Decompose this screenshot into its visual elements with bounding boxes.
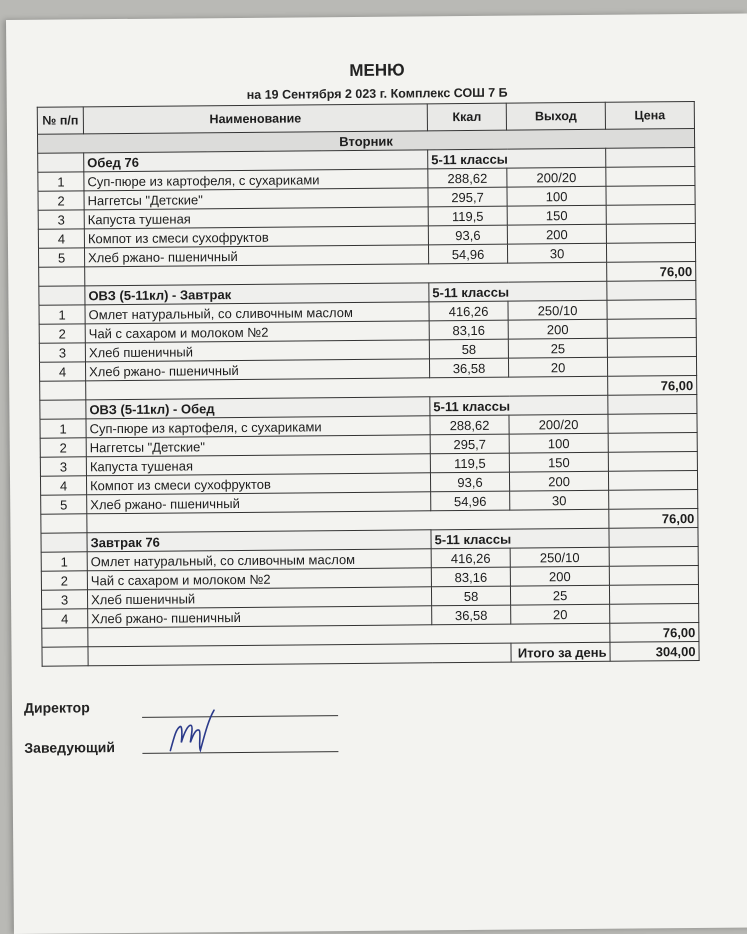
row-number: 2 [39, 324, 85, 343]
menu-body [37, 128, 699, 666]
day-total-value: 304,00 [610, 641, 699, 661]
section-price: 76,00 [608, 375, 697, 395]
dish-name: Капуста тушеная [84, 207, 428, 229]
section-name: Завтрак 76 [87, 530, 431, 552]
section-name: ОВЗ (5-11кл) - Обед [86, 397, 430, 419]
dish-price [606, 185, 695, 205]
row-number: 3 [38, 210, 84, 229]
section-name: Обед 76 [84, 150, 428, 172]
dish-kcal: 58 [429, 339, 508, 359]
dish-price [608, 470, 697, 490]
dish-price [606, 242, 695, 262]
dish-name: Суп-пюре из картофеля, с сухариками [84, 169, 428, 191]
dish-kcal: 36,58 [432, 605, 511, 625]
row-number: 1 [41, 552, 87, 571]
dish-kcal: 288,62 [428, 168, 507, 188]
dish-output: 200/20 [509, 414, 608, 434]
dish-price [607, 318, 696, 338]
row-number: 2 [38, 191, 84, 210]
section-spacer [38, 153, 84, 172]
day-total-spacer-name [88, 643, 511, 666]
dish-output: 250/10 [510, 547, 609, 567]
column-header-name: Наименование [83, 104, 427, 134]
day-total-spacer [42, 647, 88, 666]
dish-output: 100 [509, 433, 608, 453]
section-price: 76,00 [610, 622, 699, 642]
dish-output: 100 [507, 186, 606, 206]
dish-name: Компот из смеси сухофруктов [84, 226, 428, 248]
dish-price [606, 204, 695, 224]
dish-kcal: 295,7 [428, 187, 507, 207]
section-empty [608, 394, 697, 414]
row-number: 4 [38, 229, 84, 248]
section-empty [609, 527, 698, 547]
row-number: 2 [41, 571, 87, 590]
row-number: 3 [40, 457, 86, 476]
section-classes: 5-11 классы [428, 148, 606, 169]
dish-name: Капуста тушеная [86, 454, 430, 476]
day-label: Вторник [37, 128, 694, 153]
dish-price [607, 356, 696, 376]
page-title: МЕНЮ [349, 60, 405, 81]
dish-kcal: 54,96 [431, 491, 510, 511]
manager-label: Заведующий [24, 739, 116, 756]
column-header-number: № п/п [37, 107, 83, 134]
section-empty [607, 280, 696, 300]
dish-price [608, 432, 697, 452]
dish-name: Наггетсы "Детские" [84, 188, 428, 210]
section-price: 76,00 [607, 261, 696, 281]
dish-price [606, 166, 695, 186]
dish-name: Компот из смеси сухофруктов [86, 473, 430, 495]
total-spacer [40, 381, 86, 400]
total-spacer [41, 514, 87, 533]
dish-output: 200 [507, 224, 606, 244]
row-number: 5 [38, 248, 84, 267]
dish-output: 200 [509, 471, 608, 491]
dish-price [610, 603, 699, 623]
dish-output: 150 [509, 452, 608, 472]
dish-name: Хлеб ржано- пшеничный [84, 245, 428, 267]
dish-kcal: 295,7 [430, 434, 509, 454]
dish-price [609, 546, 698, 566]
dish-kcal: 93,6 [430, 472, 509, 492]
dish-price [609, 489, 698, 509]
dish-output: 20 [508, 357, 607, 377]
menu-table [37, 101, 700, 667]
dish-output: 200 [510, 566, 609, 586]
section-classes: 5-11 классы [429, 281, 607, 302]
dish-name: Хлеб ржано- пшеничный [85, 359, 429, 381]
row-number: 2 [40, 438, 86, 457]
dish-kcal: 288,62 [430, 415, 509, 435]
dish-output: 30 [507, 243, 606, 263]
dish-name: Наггетсы "Детские" [86, 435, 430, 457]
dish-kcal: 83,16 [429, 320, 508, 340]
row-number: 4 [40, 476, 86, 495]
dish-kcal: 36,58 [429, 358, 508, 378]
dish-output: 30 [510, 490, 609, 510]
section-classes: 5-11 классы [431, 528, 609, 549]
dish-output: 150 [507, 205, 606, 225]
dish-price [606, 223, 695, 243]
dish-price [607, 299, 696, 319]
section-empty [606, 147, 695, 167]
dish-kcal: 83,16 [431, 567, 510, 587]
dish-kcal: 93,6 [428, 225, 507, 245]
dish-name: Омлет натуральный, со сливочным маслом [85, 302, 429, 324]
dish-kcal: 119,5 [430, 453, 509, 473]
section-spacer [41, 533, 87, 552]
total-spacer [39, 267, 85, 286]
dish-price [608, 451, 697, 471]
dish-output: 200 [508, 319, 607, 339]
section-name: ОВЗ (5-11кл) - Завтрак [85, 283, 429, 305]
row-number: 1 [38, 172, 84, 191]
dish-output: 20 [511, 604, 610, 624]
total-spacer [42, 628, 88, 647]
row-number: 4 [39, 362, 85, 381]
dish-output: 25 [510, 585, 609, 605]
section-classes: 5-11 классы [430, 395, 608, 416]
dish-price [608, 413, 697, 433]
dish-kcal: 119,5 [428, 206, 507, 226]
director-label: Директор [23, 699, 90, 716]
row-number: 3 [41, 590, 87, 609]
column-header-price: Цена [605, 101, 694, 129]
page-subtitle: на 19 Сентября 2 023 г. Комплекс СОШ 7 Б [246, 85, 508, 102]
dish-name: Хлеб пшеничный [87, 587, 431, 609]
dish-price [609, 584, 698, 604]
dish-name: Чай с сахаром и молоком №2 [85, 321, 429, 343]
dish-kcal: 58 [431, 586, 510, 606]
row-number: 4 [42, 609, 88, 628]
column-header-output: Выход [506, 102, 605, 130]
section-spacer [40, 400, 86, 419]
section-price: 76,00 [609, 508, 698, 528]
dish-name: Хлеб ржано- пшеничный [87, 492, 431, 514]
column-header-kcal: Ккал [427, 103, 506, 131]
dish-output: 200/20 [507, 167, 606, 187]
section-spacer [39, 286, 85, 305]
row-number: 1 [40, 419, 86, 438]
dish-kcal: 416,26 [431, 548, 510, 568]
dish-kcal: 54,96 [428, 244, 507, 264]
dish-output: 25 [508, 338, 607, 358]
dish-kcal: 416,26 [429, 301, 508, 321]
dish-output: 250/10 [508, 300, 607, 320]
dish-name: Хлеб пшеничный [85, 340, 429, 362]
menu-sheet [6, 14, 747, 934]
dish-name: Суп-пюре из картофеля, с сухариками [86, 416, 430, 438]
dish-name: Хлеб ржано- пшеничный [88, 606, 432, 628]
row-number: 3 [39, 343, 85, 362]
dish-price [609, 565, 698, 585]
row-number: 5 [41, 495, 87, 514]
row-number: 1 [39, 305, 85, 324]
handwritten-signature [162, 706, 222, 757]
day-total-label: Итого за день [511, 642, 610, 662]
dish-name: Чай с сахаром и молоком №2 [87, 568, 431, 590]
dish-price [607, 337, 696, 357]
dish-name: Омлет натуральный, со сливочным маслом [87, 549, 431, 571]
